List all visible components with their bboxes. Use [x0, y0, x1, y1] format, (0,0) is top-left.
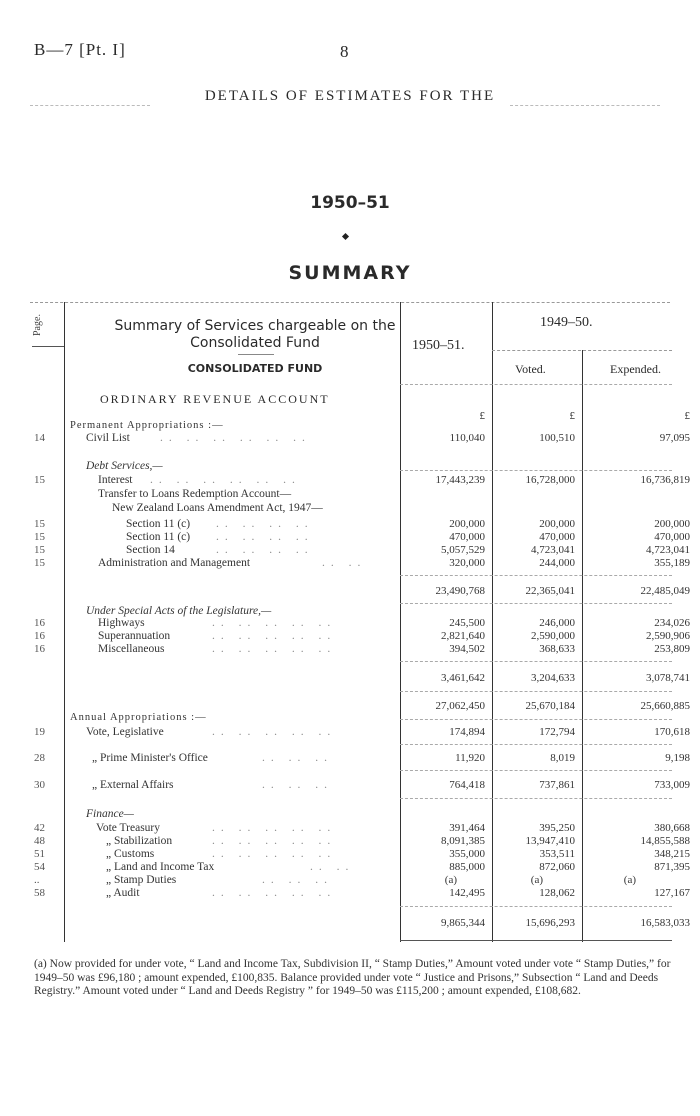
table-row: [0, 848, 700, 862]
subsection-heading-row: [0, 460, 700, 474]
value-voted: 128,062: [539, 887, 575, 899]
row-label: Administration and Management: [98, 557, 251, 569]
special-top-rule: [400, 603, 672, 604]
leader-dots: .. .. .. .. ..: [212, 643, 337, 655]
value-expended: 127,167: [654, 887, 690, 899]
value-expended: 4,723,041: [646, 544, 690, 556]
row-label: „ Land and Income Tax: [106, 861, 215, 873]
row-rule: [400, 798, 672, 799]
value-expended: 16,736,819: [640, 474, 690, 486]
value-current: (a): [444, 874, 457, 886]
row-page: 51: [34, 848, 45, 860]
debt-top-rule: [400, 470, 672, 471]
year-heading: 1950–51: [310, 193, 390, 213]
table-row: [0, 518, 700, 532]
table-row: [0, 822, 700, 836]
table-row: [0, 544, 700, 558]
value-voted: 172,794: [539, 726, 575, 738]
leader-dots: .. .. .. .. .. ..: [160, 432, 311, 444]
value-current: 320,000: [449, 557, 485, 569]
value-expended: 355,189: [654, 557, 690, 569]
row-label: „ Audit: [106, 887, 140, 899]
header-bottom-rule: [400, 384, 672, 385]
row-page: 15: [34, 557, 45, 569]
header-rule-right: [510, 105, 660, 106]
table-row: [0, 557, 700, 571]
value-voted: (a): [530, 874, 543, 886]
page-title: DETAILS OF ESTIMATES FOR THE: [204, 88, 496, 104]
value-expended: 97,095: [659, 432, 690, 444]
table-row: [0, 474, 700, 488]
row-page: 16: [34, 617, 45, 629]
value-current: 142,495: [449, 887, 485, 899]
subtotal-row: [0, 585, 700, 599]
leader-dots: .. .. .. .. ..: [212, 617, 337, 629]
prev-year-rule: [492, 350, 672, 351]
label-row: [0, 488, 700, 502]
col-current-year: 1950–51.: [412, 338, 465, 353]
value-expended: 234,026: [654, 617, 690, 629]
row-label: Transfer to Loans Redemption Account—: [98, 488, 292, 500]
leader-dots: .. .. .. .. ..: [212, 887, 337, 899]
value-expended: 348,215: [654, 848, 690, 860]
value-current: 110,040: [449, 432, 485, 444]
subtotal-voted: 3,204,633: [531, 672, 575, 684]
subtotal-voted: 22,365,041: [525, 585, 575, 597]
value-voted: 737,861: [539, 779, 575, 791]
table-row: [0, 643, 700, 657]
value-current: 174,894: [449, 726, 485, 738]
leader-dots: .. .. .. .. ..: [212, 726, 337, 738]
row-page: 15: [34, 474, 45, 486]
value-expended: 200,000: [654, 518, 690, 530]
row-page: 30: [34, 779, 45, 791]
footnote: (a) Now provided for under vote, “ Land and Income Tax, Subdivision II, “ Stamp Duties,” Amount voted under vote “ Stamp Duties,” for 1949–50 was £96,180 ; amount expended, £100,835. Balance provided under vote “ Justice and Prisons,” Subsection “ Land and Deeds Registry.” Amount voted under “ Land and Deeds Registry ” for 1949–50 was £115,200 ; amount expended, £108,682.: [34, 958, 671, 997]
col-voted: Voted.: [515, 362, 546, 376]
value-voted: 872,060: [539, 861, 575, 873]
row-rule: [400, 770, 672, 771]
value-expended: 871,395: [654, 861, 690, 873]
row-label: Superannuation: [98, 630, 171, 642]
table-title: Summary of Services chargeable on the Consolidated Fund: [114, 318, 396, 351]
subsection-heading: Finance—: [86, 808, 134, 820]
value-current: 17,443,239: [435, 474, 485, 486]
section-heading: Annual Appropriations :—: [70, 712, 207, 723]
row-label: Section 11 (c): [126, 518, 191, 530]
value-expended: 380,668: [654, 822, 690, 834]
value-current: 764,418: [449, 779, 485, 791]
row-page: 28: [34, 752, 45, 764]
subtotal-expended: 16,583,033: [640, 917, 690, 929]
running-header-ref: B—7 [Pt. I]: [34, 40, 126, 59]
subtotal-rule: [400, 906, 672, 907]
value-current: 8,091,385: [441, 835, 485, 847]
total-expended: 25,660,885: [640, 700, 690, 712]
subtotal-expended: 22,485,049: [640, 585, 690, 597]
row-label: „ External Affairs: [92, 779, 174, 791]
value-expended: 470,000: [654, 531, 690, 543]
table-row: [0, 779, 700, 793]
row-page: 15: [34, 531, 45, 543]
section-heading-row: [0, 712, 700, 726]
value-current: 2,821,640: [441, 630, 485, 642]
value-current: 200,000: [449, 518, 485, 530]
section-heading: Permanent Appropriations :—: [70, 420, 224, 431]
leader-dots: .. .. .. .. .. ..: [150, 474, 301, 486]
total-voted: 25,670,184: [525, 700, 575, 712]
row-label: „ Stamp Duties: [106, 874, 177, 886]
page-head-rule: [32, 346, 64, 347]
label-row: [0, 502, 700, 516]
subsection-heading: Under Special Acts of the Legislature,—: [86, 605, 272, 617]
row-page: 58: [34, 887, 45, 899]
subtotal-row: [0, 917, 700, 931]
subtotal-rule: [400, 691, 672, 692]
value-expended: (a): [623, 874, 636, 886]
row-label: Civil List: [86, 432, 130, 444]
subsection-heading: Debt Services,—: [86, 460, 163, 472]
value-voted: 2,590,000: [531, 630, 575, 642]
subtotal-expended: 3,078,741: [646, 672, 690, 684]
row-rule: [400, 744, 672, 745]
table-row: [0, 835, 700, 849]
currency-symbol: £: [479, 410, 485, 422]
value-current: 394,502: [449, 643, 485, 655]
table-row: [0, 432, 700, 446]
value-expended: 170,618: [654, 726, 690, 738]
value-voted: 16,728,000: [525, 474, 575, 486]
row-label: Section 11 (c): [126, 531, 191, 543]
table-row: [0, 752, 700, 766]
row-label: „ Stabilization: [106, 835, 173, 847]
table-row: [0, 887, 700, 901]
row-label: Miscellaneous: [98, 643, 165, 655]
row-page: 42: [34, 822, 45, 834]
page-column-label: Page.: [32, 314, 43, 336]
leader-dots: .. ..: [310, 861, 355, 873]
value-current: 355,000: [449, 848, 485, 860]
value-expended: 2,590,906: [646, 630, 690, 642]
fund-label: CONSOLIDATED FUND: [187, 362, 323, 375]
summary-heading: SUMMARY: [288, 262, 412, 284]
row-page: 19: [34, 726, 45, 738]
row-page: 15: [34, 544, 45, 556]
row-label: „ Prime Minister's Office: [92, 752, 208, 764]
value-expended: 253,809: [654, 643, 690, 655]
value-expended: 14,855,588: [640, 835, 690, 847]
value-voted: 395,250: [539, 822, 575, 834]
row-label: New Zealand Loans Amendment Act, 1947—: [112, 502, 323, 514]
table-bottom-rule: [400, 940, 672, 941]
currency-symbol: £: [569, 410, 575, 422]
row-page: 16: [34, 630, 45, 642]
table-top-rule: [30, 302, 670, 303]
leader-dots: .. .. .. .. ..: [212, 848, 337, 860]
row-label: „ Customs: [106, 848, 155, 860]
title-small-rule: [238, 354, 274, 355]
value-current: 391,464: [449, 822, 485, 834]
table-row: [0, 630, 700, 644]
row-label: Interest: [98, 474, 133, 486]
value-current: 245,500: [449, 617, 485, 629]
value-expended: 733,009: [654, 779, 690, 791]
table-row: [0, 531, 700, 545]
row-page: 14: [34, 432, 45, 444]
ornament-diamond-icon: [342, 233, 349, 240]
table-row: [0, 861, 700, 875]
leader-dots: .. .. .. ..: [216, 518, 314, 530]
leader-dots: .. .. ..: [262, 874, 333, 886]
row-page: 15: [34, 518, 45, 530]
value-voted: 200,000: [539, 518, 575, 530]
subtotal-rule: [400, 575, 672, 576]
leader-dots: .. .. .. .. ..: [212, 822, 337, 834]
row-label: Vote, Legislative: [86, 726, 164, 738]
row-label: Highways: [98, 617, 145, 629]
value-current: 5,057,529: [441, 544, 485, 556]
currency-symbol: £: [684, 410, 690, 422]
value-voted: 470,000: [539, 531, 575, 543]
value-current: 11,920: [455, 752, 485, 764]
row-page: 54: [34, 861, 45, 873]
value-expended: 9,198: [665, 752, 690, 764]
value-voted: 8,019: [550, 752, 575, 764]
page-number: 8: [340, 42, 349, 61]
subtotal-voted: 15,696,293: [525, 917, 575, 929]
table-row: [0, 617, 700, 631]
row-label: Vote Treasury: [96, 822, 161, 834]
row-page: 48: [34, 835, 45, 847]
header-rule-left: [30, 105, 150, 106]
value-current: 885,000: [449, 861, 485, 873]
leader-dots: .. .. ..: [262, 779, 333, 791]
subtotal-rule: [400, 661, 672, 662]
value-voted: 244,000: [539, 557, 575, 569]
leader-dots: .. .. .. ..: [216, 544, 314, 556]
row-page: ..: [34, 874, 40, 886]
account-label: ORDINARY REVENUE ACCOUNT: [100, 392, 330, 406]
value-voted: 368,633: [539, 643, 575, 655]
row-page: 16: [34, 643, 45, 655]
value-voted: 13,947,410: [525, 835, 575, 847]
leader-dots: .. ..: [322, 557, 367, 569]
subtotal-current: 3,461,642: [441, 672, 485, 684]
value-voted: 246,000: [539, 617, 575, 629]
row-label: Section 14: [126, 544, 175, 556]
table-row: [0, 726, 700, 740]
value-voted: 4,723,041: [531, 544, 575, 556]
leader-dots: .. .. .. ..: [216, 531, 314, 543]
subsection-heading-row: [0, 808, 700, 822]
leader-dots: .. .. .. .. ..: [212, 630, 337, 642]
leader-dots: .. .. ..: [262, 752, 333, 764]
col-expended: Expended.: [610, 362, 661, 376]
subtotal-current: 9,865,344: [441, 917, 485, 929]
table-row: [0, 874, 700, 888]
col-previous-year: 1949–50.: [540, 315, 593, 330]
value-voted: 353,511: [539, 848, 575, 860]
leader-dots: .. .. .. .. ..: [212, 835, 337, 847]
value-current: 470,000: [449, 531, 485, 543]
subtotal-row: [0, 672, 700, 686]
value-voted: 100,510: [539, 432, 575, 444]
subtotal-current: 23,490,768: [435, 585, 485, 597]
total-current: 27,062,450: [435, 700, 485, 712]
